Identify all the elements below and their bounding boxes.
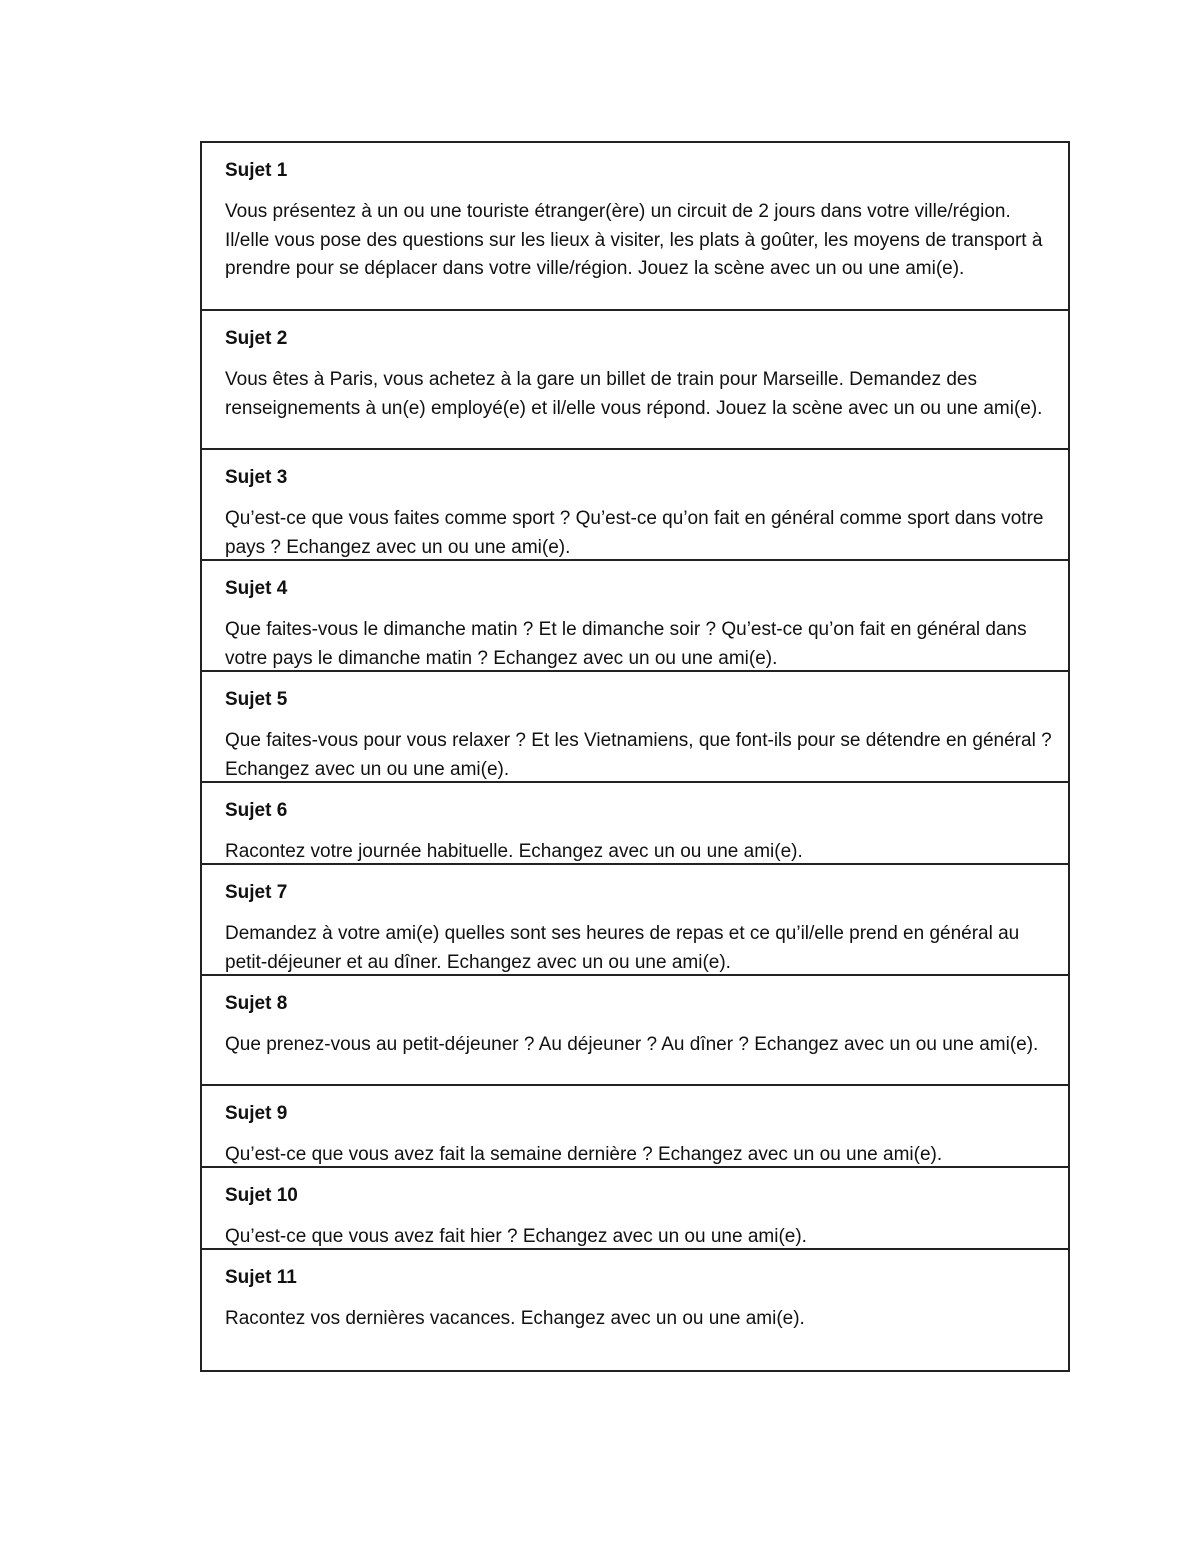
subject-text: Vous êtes à Paris, vous achetez à la gare un billet de train pour Marseille. Demandez des renseignements à un(e) employé(e) et il/elle vous répond. Jouez la scène avec un ou une ami(e). bbox=[225, 369, 1043, 419]
subject-6 bbox=[202, 783, 1068, 865]
subject-text: Que prenez-vous au petit-déjeuner ? Au déjeuner ? Au dîner ? Echangez avec un ou une ami(e). bbox=[225, 1034, 1039, 1055]
subject-title: Sujet 1 bbox=[225, 160, 288, 181]
subject-text: Qu’est-ce que vous faites comme sport ? Qu’est-ce qu’on fait en général comme sport dans votre pays ? Echangez avec un ou une ami(e). bbox=[225, 508, 1044, 558]
subject-title: Sujet 2 bbox=[225, 328, 288, 349]
subject-7 bbox=[202, 865, 1068, 976]
subject-text: Que faites-vous le dimanche matin ? Et le dimanche soir ? Qu’est-ce qu’on fait en général dans votre pays le dimanche matin ? Echangez avec un ou une ami(e). bbox=[225, 619, 1027, 669]
subject-11 bbox=[202, 1250, 1068, 1370]
subject-1 bbox=[202, 143, 1068, 311]
subject-text: Que faites-vous pour vous relaxer ? Et les Vietnamiens, que font-ils pour se détendre en général ? Echangez avec un ou une ami(e). bbox=[225, 730, 1052, 780]
subject-title: Sujet 8 bbox=[225, 993, 288, 1014]
subject-text: Qu’est-ce que vous avez fait hier ? Echangez avec un ou une ami(e). bbox=[225, 1226, 807, 1247]
subject-title: Sujet 7 bbox=[225, 882, 288, 903]
subject-title: Sujet 10 bbox=[225, 1185, 298, 1206]
subject-8 bbox=[202, 976, 1068, 1086]
subject-title: Sujet 5 bbox=[225, 689, 288, 710]
subject-title: Sujet 3 bbox=[225, 467, 288, 488]
subject-4 bbox=[202, 561, 1068, 672]
subject-10 bbox=[202, 1168, 1068, 1250]
subject-title: Sujet 4 bbox=[225, 578, 288, 599]
subject-3 bbox=[202, 450, 1068, 561]
subject-text: Racontez vos dernières vacances. Echangez avec un ou une ami(e). bbox=[225, 1308, 805, 1329]
subject-9 bbox=[202, 1086, 1068, 1168]
subject-text: Qu’est-ce que vous avez fait la semaine dernière ? Echangez avec un ou une ami(e). bbox=[225, 1144, 943, 1165]
subject-text: Demandez à votre ami(e) quelles sont ses heures de repas et ce qu’il/elle prend en général au petit-déjeuner et au dîner. Echangez avec un ou une ami(e). bbox=[225, 923, 1020, 973]
subject-title: Sujet 9 bbox=[225, 1103, 288, 1124]
subject-text: Racontez votre journée habituelle. Echangez avec un ou une ami(e). bbox=[225, 841, 803, 862]
subject-text: Vous présentez à un ou une touriste étranger(ère) un circuit de 2 jours dans votre ville/région. Il/elle vous pose des questions sur les lieux à visiter, les plats à goûter, les moyens de transport à prendre pour se déplacer dans votre ville/région. Jouez la scène avec un ou une ami(e). bbox=[225, 201, 1043, 279]
subject-5 bbox=[202, 672, 1068, 783]
subject-title: Sujet 11 bbox=[225, 1267, 297, 1288]
subject-title: Sujet 6 bbox=[225, 800, 288, 821]
subject-2 bbox=[202, 311, 1068, 450]
subjects-table bbox=[200, 141, 1070, 1372]
